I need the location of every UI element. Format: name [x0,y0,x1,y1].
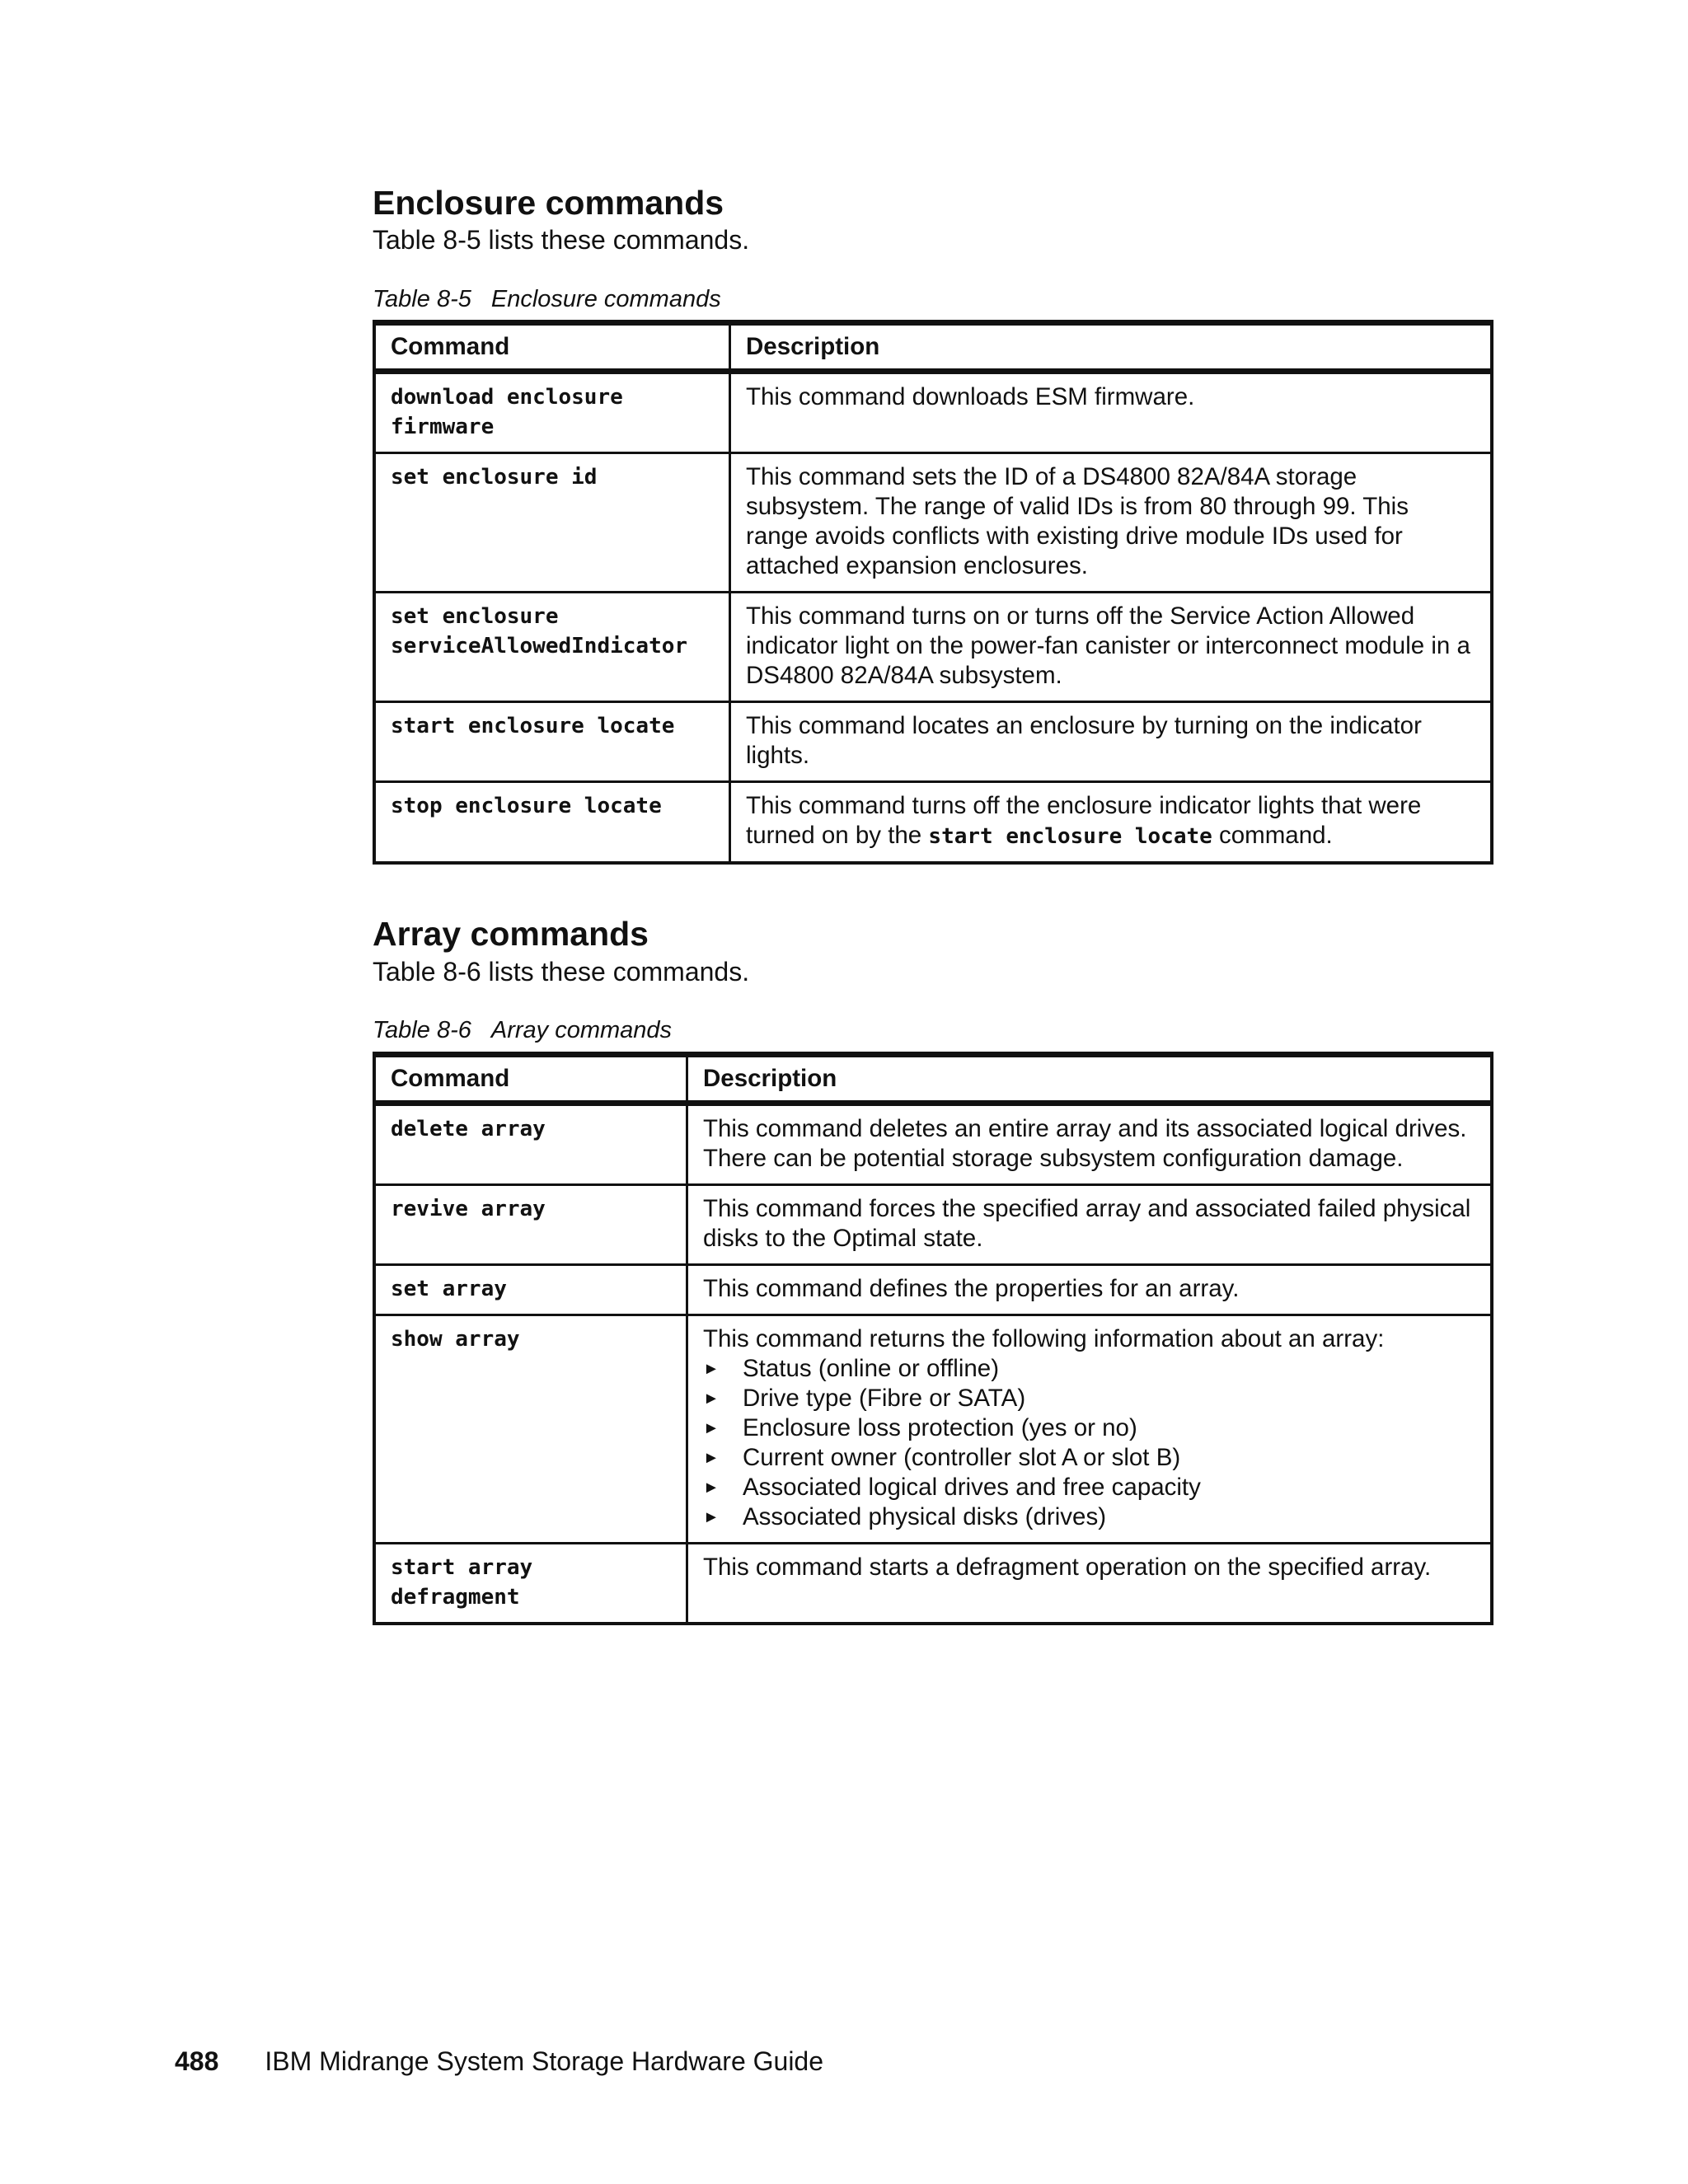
table-row [374,1543,1492,1624]
bullet-item [703,1502,1475,1532]
description-cell [730,782,1493,864]
section-enclosure-commands [373,183,1493,865]
table-caption-label: Table 8-5 [373,285,471,312]
description-cell: This command deletes an entire array and its associated logical drives. There can be potential storage subsystem configuration damage. [687,1103,1493,1184]
command-cell: set enclosure serviceAllowedIndicator [374,593,730,702]
column-header-command: Command [374,1054,687,1103]
bullet-text: Associated logical drives and free capacity [743,1473,1201,1501]
table-caption-title: Enclosure commands [490,285,721,312]
book-title: IBM Midrange System Storage Hardware Guide [265,2046,824,2076]
table-row [374,593,1492,702]
bullet-text: Associated physical disks (drives) [743,1502,1107,1530]
table-caption-title: Array commands [490,1017,673,1044]
table-row [374,782,1492,864]
description-cell: This command downloads ESM firmware. [730,372,1493,453]
section-intro: Table 8-5 lists these commands. [373,225,750,255]
description-cell: This command locates an enclosure by turning on the indicator lights. [730,702,1493,782]
description-text: This command returns the following information about an array: [703,1324,1385,1352]
command-cell: set array [374,1264,687,1315]
table-caption-label: Table 8-6 [373,1017,471,1044]
page-footer [175,2046,823,2077]
command-cell: start enclosure locate [374,702,730,782]
bullet-text: Status (online or offline) [743,1354,1000,1382]
description-cell: This command forces the specified array and associated failed physical disks to the Optimal state. [687,1184,1493,1264]
section-title: Array commands [373,915,649,954]
section-title: Enclosure commands [373,184,724,222]
bullet-text: Enclosure loss protection (yes or no) [743,1413,1137,1441]
command-cell: delete array [374,1103,687,1184]
command-cell: show array [374,1315,687,1543]
enclosure-commands-table [373,320,1493,865]
triangle-right-icon: ► [703,1418,720,1437]
triangle-right-icon: ► [703,1448,720,1467]
command-cell: download enclosure firmware [374,372,730,453]
table-caption [373,1015,1493,1047]
command-cell: stop enclosure locate [374,782,730,864]
table-row [374,1184,1492,1264]
column-header-command: Command [374,323,730,372]
page-content [373,183,1493,1625]
command-cell: revive array [374,1184,687,1264]
description-cell: This command defines the properties for an array. [687,1264,1493,1315]
table-caption [373,284,1493,316]
description-cell: This command sets the ID of a DS4800 82A/84A storage subsystem. The range of valid IDs is from 80 through 99. This range avoids conflicts with existing drive module IDs used for attached expansion enclosures. [730,453,1493,593]
triangle-right-icon: ► [703,1478,720,1497]
bullet-item [703,1384,1475,1413]
description-text: command. [1212,822,1333,850]
column-header-description: Description [687,1054,1493,1103]
bullet-item [703,1473,1475,1502]
description-cell [687,1315,1493,1543]
triangle-right-icon: ► [703,1359,720,1378]
bullet-item [703,1354,1475,1384]
section-array-commands [373,914,1493,1624]
triangle-right-icon: ► [703,1389,720,1408]
array-commands-table [373,1052,1493,1625]
bullet-text: Current owner (controller slot A or slot B) [743,1443,1181,1471]
table-row [374,1264,1492,1315]
table-row [374,1103,1492,1184]
column-header-description: Description [730,323,1493,372]
bullet-list [703,1354,1475,1532]
table-row [374,453,1492,593]
bullet-text: Drive type (Fibre or SATA) [743,1384,1026,1412]
description-cell: This command turns on or turns off the Service Action Allowed indicator light on the power-fan canister or interconnect module in a DS4800 82A/84A subsystem. [730,593,1493,702]
description-cell: This command starts a defragment operation on the specified array. [687,1543,1493,1624]
bullet-item [703,1413,1475,1443]
table-header-row [374,323,1492,372]
bullet-item [703,1443,1475,1473]
command-cell: start array defragment [374,1543,687,1624]
description-text: This command turns off the enclosure indicator lights that were turned on by the [746,792,1422,850]
table-row [374,372,1492,453]
page-number: 488 [175,2046,219,2076]
table-header-row [374,1054,1492,1103]
section-intro: Table 8-6 lists these commands. [373,956,750,987]
command-cell: set enclosure id [374,453,730,593]
table-row [374,1315,1492,1543]
table-row [374,702,1492,782]
inline-code: start enclosure locate [928,824,1212,850]
triangle-right-icon: ► [703,1507,720,1526]
